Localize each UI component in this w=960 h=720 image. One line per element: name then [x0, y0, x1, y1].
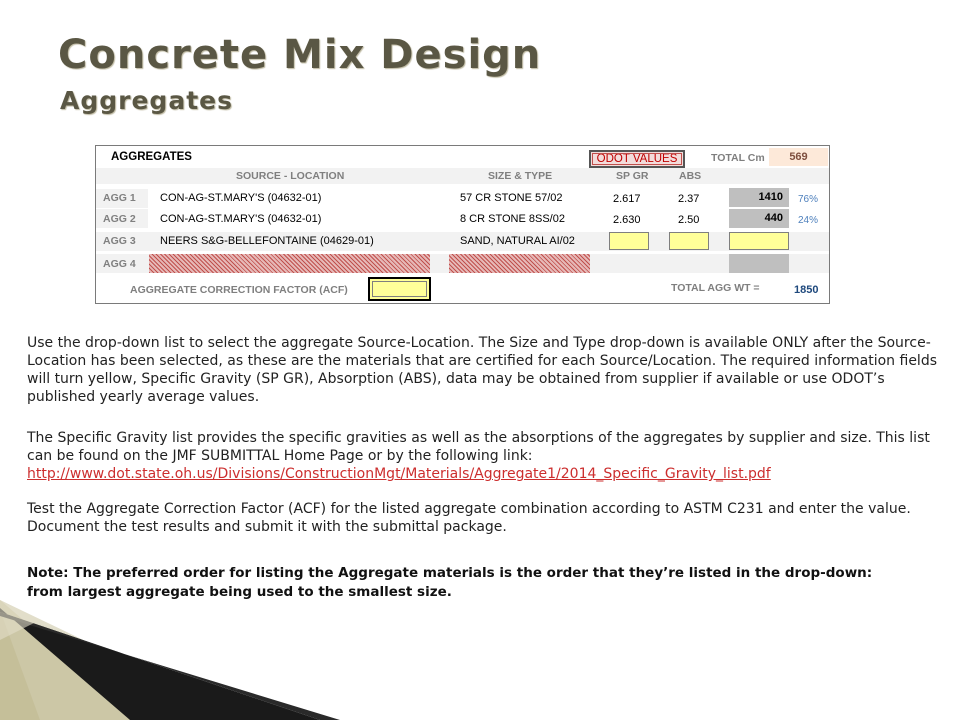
section-label: AGGREGATES — [111, 151, 192, 163]
agg-row-label: AGG 4 — [103, 258, 136, 270]
column-header-abs: ABS — [679, 170, 702, 182]
weight-cell: 1410 — [729, 188, 789, 207]
specific-gravity-text: The Specific Gravity list provides the specific gravities as well as the absorptions of the aggregates by supplier and size. This list can be found on the JMF SUBMITTAL Home Page or by the following link: — [27, 430, 930, 464]
size-type-select[interactable]: 8 CR STONE 8SS/02 — [460, 213, 565, 225]
specific-gravity-link[interactable]: http://www.dot.state.oh.us/Divisions/ConstructionMgt/Materials/Aggregate1/2014_Specific_Gravity_list.pdf — [27, 466, 771, 482]
spgr-input[interactable] — [609, 232, 649, 250]
specific-gravity-paragraph — [27, 429, 937, 483]
total-cm-label: TOTAL Cm — [711, 152, 765, 164]
page-title: Concrete Mix Design — [58, 32, 542, 78]
abs-input[interactable]: 2.37 — [678, 193, 700, 205]
size-type-select[interactable] — [449, 254, 590, 273]
agg-row-label: AGG 3 — [103, 235, 136, 247]
total-cm-value: 569 — [769, 148, 828, 166]
size-type-select[interactable]: SAND, NATURAL AI/02 — [460, 235, 575, 247]
total-agg-wt-label: TOTAL AGG WT = — [671, 282, 760, 294]
total-agg-wt-value: 1850 — [794, 284, 819, 296]
weight-cell: 440 — [729, 209, 789, 228]
abs-input[interactable]: 2.50 — [678, 214, 700, 226]
column-header-spgr: SP GR — [616, 170, 649, 182]
spgr-input[interactable]: 2.617 — [613, 193, 641, 205]
odot-values-button[interactable]: ODOT VALUES — [589, 150, 685, 168]
source-select[interactable]: CON-AG-ST.MARY'S (04632-01) — [160, 213, 322, 225]
acf-label: AGGREGATE CORRECTION FACTOR (ACF) — [130, 284, 348, 296]
size-type-select[interactable]: 57 CR STONE 57/02 — [460, 192, 563, 204]
abs-input[interactable] — [669, 232, 709, 250]
spgr-input[interactable]: 2.630 — [613, 214, 641, 226]
acf-input[interactable] — [368, 277, 431, 301]
percent-cell: 24% — [798, 215, 819, 226]
weight-input[interactable] — [729, 232, 789, 250]
agg-row-label: AGG 2 — [103, 213, 136, 225]
percent-cell: 76% — [798, 194, 819, 205]
column-header-source: SOURCE - LOCATION — [236, 170, 345, 182]
agg-row-label: AGG 1 — [103, 192, 136, 204]
source-select[interactable]: CON-AG-ST.MARY'S (04632-01) — [160, 192, 322, 204]
note-text: Note: The preferred order for listing the Aggregate materials is the order that they’re listed in the drop-down: from largest aggregate being used to the smallest size. — [27, 565, 873, 600]
weight-cell — [729, 254, 789, 273]
acf-paragraph: Test the Aggregate Correction Factor (ACF) for the listed aggregate combination according to ASTM C231 and enter the value. Document the test results and submit it with the submittal package. — [27, 501, 911, 535]
column-header-size: SIZE & TYPE — [488, 170, 553, 182]
source-select[interactable]: NEERS S&G-BELLEFONTAINE (04629-01) — [160, 235, 374, 247]
instructions-paragraph: Use the drop-down list to select the aggregate Source-Location. The Size and Type drop-down is available ONLY after the Source-Location has been selected, as these are the materials that are certified for each Source/Location. The required information fields will turn yellow, Specific Gravity (SP GR), Absorption (ABS), data may be obtained from supplier if available or use ODOT’s published yearly average values. — [27, 335, 938, 405]
aggregates-spreadsheet — [95, 145, 830, 304]
page-subtitle: Aggregates — [60, 86, 233, 115]
source-select[interactable] — [149, 254, 430, 273]
